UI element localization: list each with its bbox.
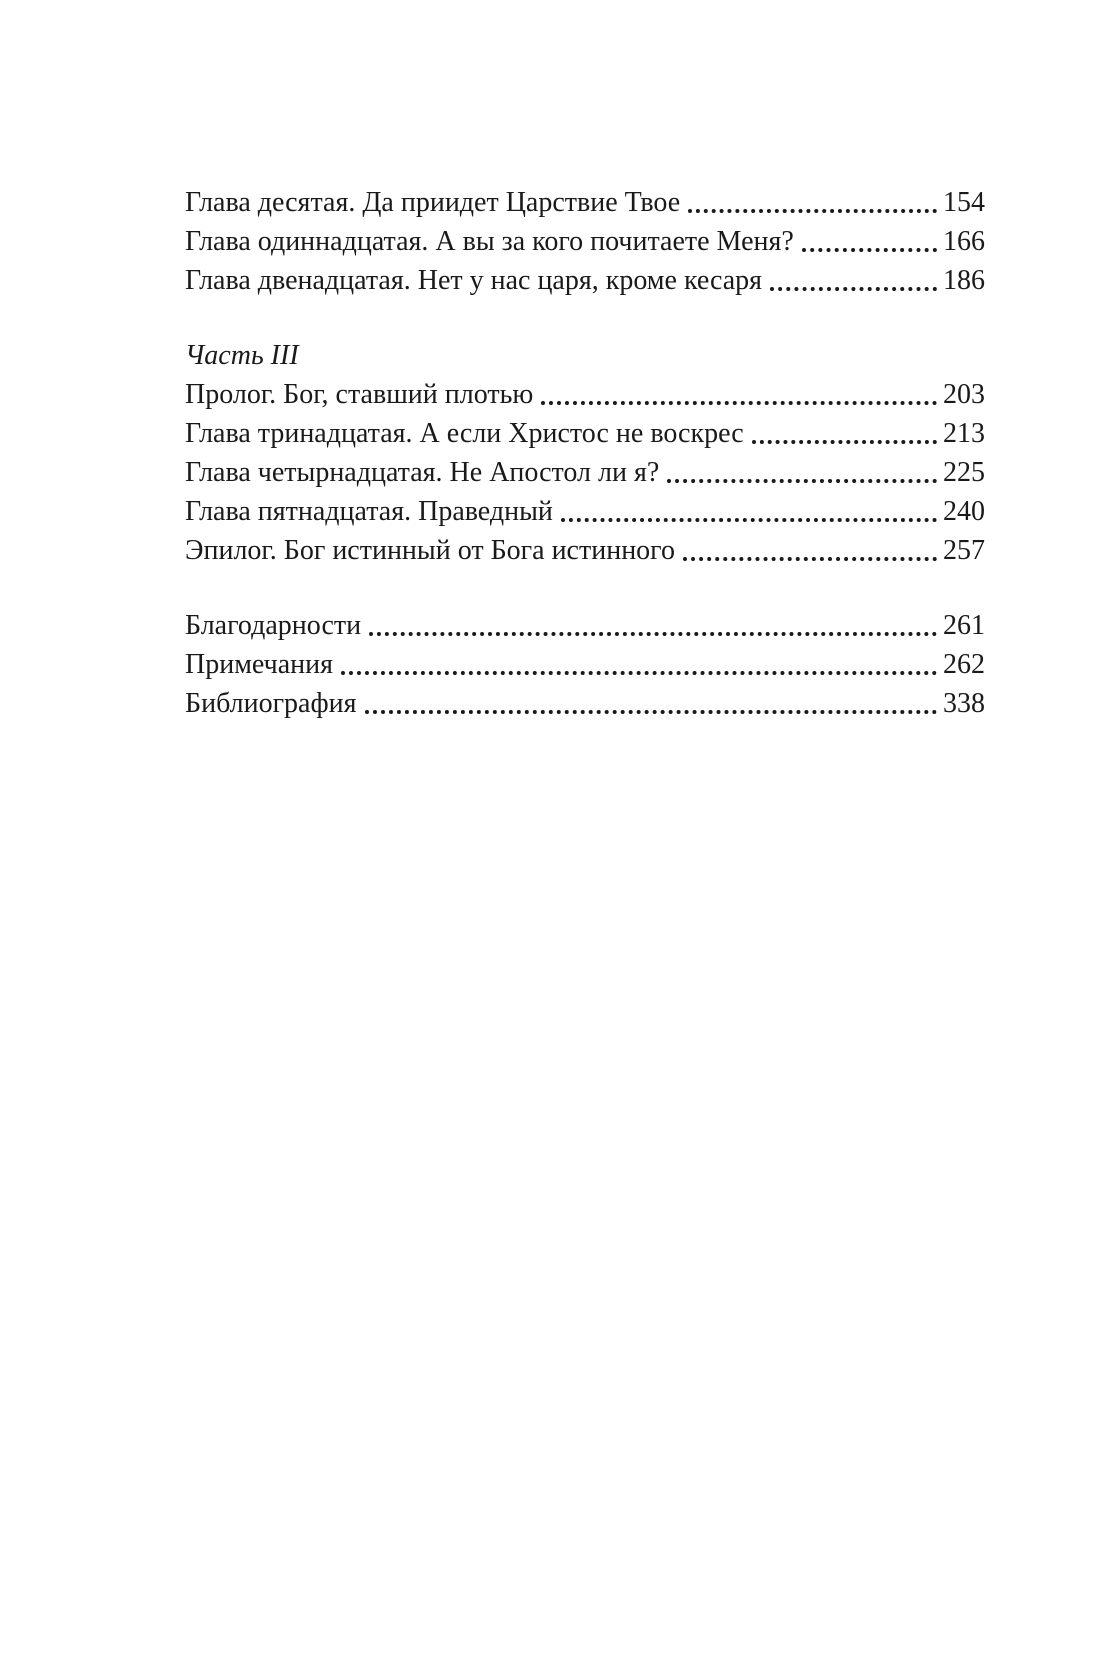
toc-section-back-matter (185, 606, 985, 723)
part-heading: Часть III (185, 340, 299, 371)
dot-leader (667, 479, 937, 483)
toc-entry-page: 338 (943, 688, 985, 719)
toc-entry[interactable] (185, 222, 985, 261)
toc-entry-page: 203 (943, 379, 985, 410)
toc-section-part-3 (185, 336, 985, 570)
dot-leader (541, 401, 937, 405)
toc-entry-page: 186 (943, 265, 985, 296)
toc-entry-page: 166 (943, 226, 985, 257)
toc-entry-page: 240 (943, 496, 985, 527)
toc-entry-title: Глава десятая. Да приидет Царствие Твое (185, 187, 681, 218)
dot-leader (683, 557, 937, 561)
toc-entry-title: Глава двенадцатая. Нет у нас царя, кроме кесаря (185, 265, 763, 296)
toc-entry[interactable] (185, 183, 985, 222)
toc-entry-page: 154 (943, 187, 985, 218)
toc-entry-title: Пролог. Бог, ставший плотью (185, 379, 534, 410)
dot-leader (802, 248, 937, 252)
dot-leader (369, 632, 937, 636)
dot-leader (688, 209, 937, 213)
toc-entry-title: Глава одиннадцатая. А вы за кого почитаете Меня? (185, 226, 794, 257)
toc-entry-title: Глава четырнадцатая. Не Апостол ли я? (185, 457, 660, 488)
dot-leader (561, 518, 937, 522)
toc-entry-title: Библиография (185, 688, 357, 719)
toc-entry-title: Глава тринадцатая. А если Христос не воскрес (185, 418, 744, 449)
toc-entry[interactable] (185, 375, 985, 414)
toc-entry[interactable] (185, 645, 985, 684)
toc-entry[interactable] (185, 261, 985, 300)
toc-entry[interactable] (185, 531, 985, 570)
toc-entry[interactable] (185, 414, 985, 453)
toc-entry-page: 261 (943, 610, 985, 641)
toc-entry-title: Примечания (185, 649, 334, 680)
toc-entry-page: 257 (943, 535, 985, 566)
toc-entry-title: Глава пятнадцатая. Праведный (185, 496, 553, 527)
toc-entry-title: Эпилог. Бог истинный от Бога истинного (185, 535, 675, 566)
dot-leader (365, 710, 938, 714)
dot-leader (752, 440, 937, 444)
toc-entry-page: 262 (943, 649, 985, 680)
toc-entry-title: Благодарности (185, 610, 362, 641)
table-of-contents (185, 183, 985, 759)
toc-entry[interactable] (185, 606, 985, 645)
dot-leader (341, 671, 937, 675)
toc-entry[interactable] (185, 453, 985, 492)
toc-section-part-2-tail (185, 183, 985, 300)
toc-entry-page: 225 (943, 457, 985, 488)
dot-leader (770, 287, 937, 291)
toc-entry[interactable] (185, 492, 985, 531)
toc-entry[interactable] (185, 684, 985, 723)
toc-entry-page: 213 (943, 418, 985, 449)
